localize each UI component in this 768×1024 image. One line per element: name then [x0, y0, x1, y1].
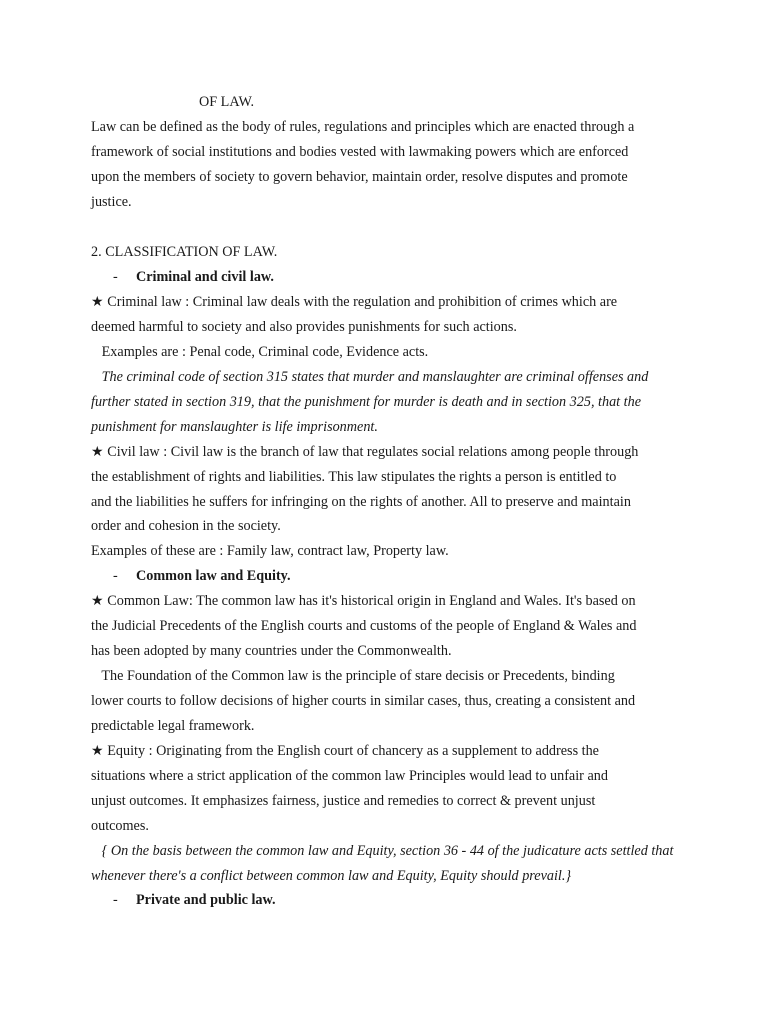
- equity-line: situations where a strict application of the common law Principles would lead to unfair and: [91, 768, 608, 784]
- common-law-line: predictable legal framework.: [91, 718, 255, 734]
- subheading-common-law-equity: Common law and Equity.: [136, 568, 291, 584]
- civil-law-examples: Examples of these are : Family law, contract law, Property law.: [91, 543, 449, 559]
- criminal-law-line: ★ Criminal law : Criminal law deals with the regulation and prohibition of crimes which are: [91, 294, 618, 310]
- subheading-dash: -: [113, 269, 118, 285]
- civil-law-line: the establishment of rights and liabilities. This law stipulates the rights a person is entitled to: [91, 469, 617, 485]
- definition-line: Law can be defined as the body of rules, regulations and principles which are enacted through a: [91, 119, 635, 135]
- document-heading: OF LAW.: [199, 94, 255, 110]
- equity-line: ★ Equity : Originating from the English court of chancery as a supplement to address the: [91, 743, 599, 759]
- criminal-note-line: further stated in section 319, that the punishment for murder is death and in section 325, that the: [91, 394, 641, 410]
- definition-line: upon the members of society to govern behavior, maintain order, resolve disputes and promote: [91, 169, 628, 185]
- civil-law-line: and the liabilities he suffers for infringing on the rights of another. All to preserve and maintain: [91, 494, 631, 510]
- criminal-note-line: The criminal code of section 315 states that murder and manslaughter are criminal offenses and: [91, 369, 649, 385]
- definition-line: justice.: [91, 194, 132, 210]
- subheading-private-public: Private and public law.: [136, 892, 276, 908]
- equity-line: unjust outcomes. It emphasizes fairness, justice and remedies to correct & prevent unjust: [91, 793, 596, 809]
- common-law-line: lower courts to follow decisions of higher courts in similar cases, thus, creating a consistent and: [91, 693, 636, 709]
- subheading-criminal-civil: Criminal and civil law.: [136, 269, 274, 285]
- subheading-dash: -: [113, 892, 118, 908]
- section-title: 2. CLASSIFICATION OF LAW.: [91, 244, 278, 260]
- civil-law-line: order and cohesion in the society.: [91, 518, 281, 534]
- equity-line: outcomes.: [91, 818, 149, 834]
- subheading-dash: -: [113, 568, 118, 584]
- equity-note-line: { On the basis between the common law and Equity, section 36 - 44 of the judicature acts settled that: [91, 843, 674, 859]
- definition-line: framework of social institutions and bodies vested with lawmaking powers which are enforced: [91, 144, 629, 160]
- civil-law-line: ★ Civil law : Civil law is the branch of law that regulates social relations among people through: [91, 444, 639, 460]
- common-law-line: ★ Common Law: The common law has it's historical origin in England and Wales. It's based on: [91, 593, 636, 609]
- criminal-law-examples: Examples are : Penal code, Criminal code, Evidence acts.: [91, 344, 429, 360]
- equity-note-line: whenever there's a conflict between common law and Equity, Equity should prevail.}: [91, 868, 572, 884]
- criminal-law-line: deemed harmful to society and also provides punishments for such actions.: [91, 319, 517, 335]
- common-law-line: The Foundation of the Common law is the principle of stare decisis or Precedents, binding: [91, 668, 615, 684]
- common-law-line: has been adopted by many countries under the Commonwealth.: [91, 643, 452, 659]
- common-law-line: the Judicial Precedents of the English courts and customs of the people of England & Wales and: [91, 618, 637, 634]
- criminal-note-line: punishment for manslaughter is life imprisonment.: [91, 419, 378, 435]
